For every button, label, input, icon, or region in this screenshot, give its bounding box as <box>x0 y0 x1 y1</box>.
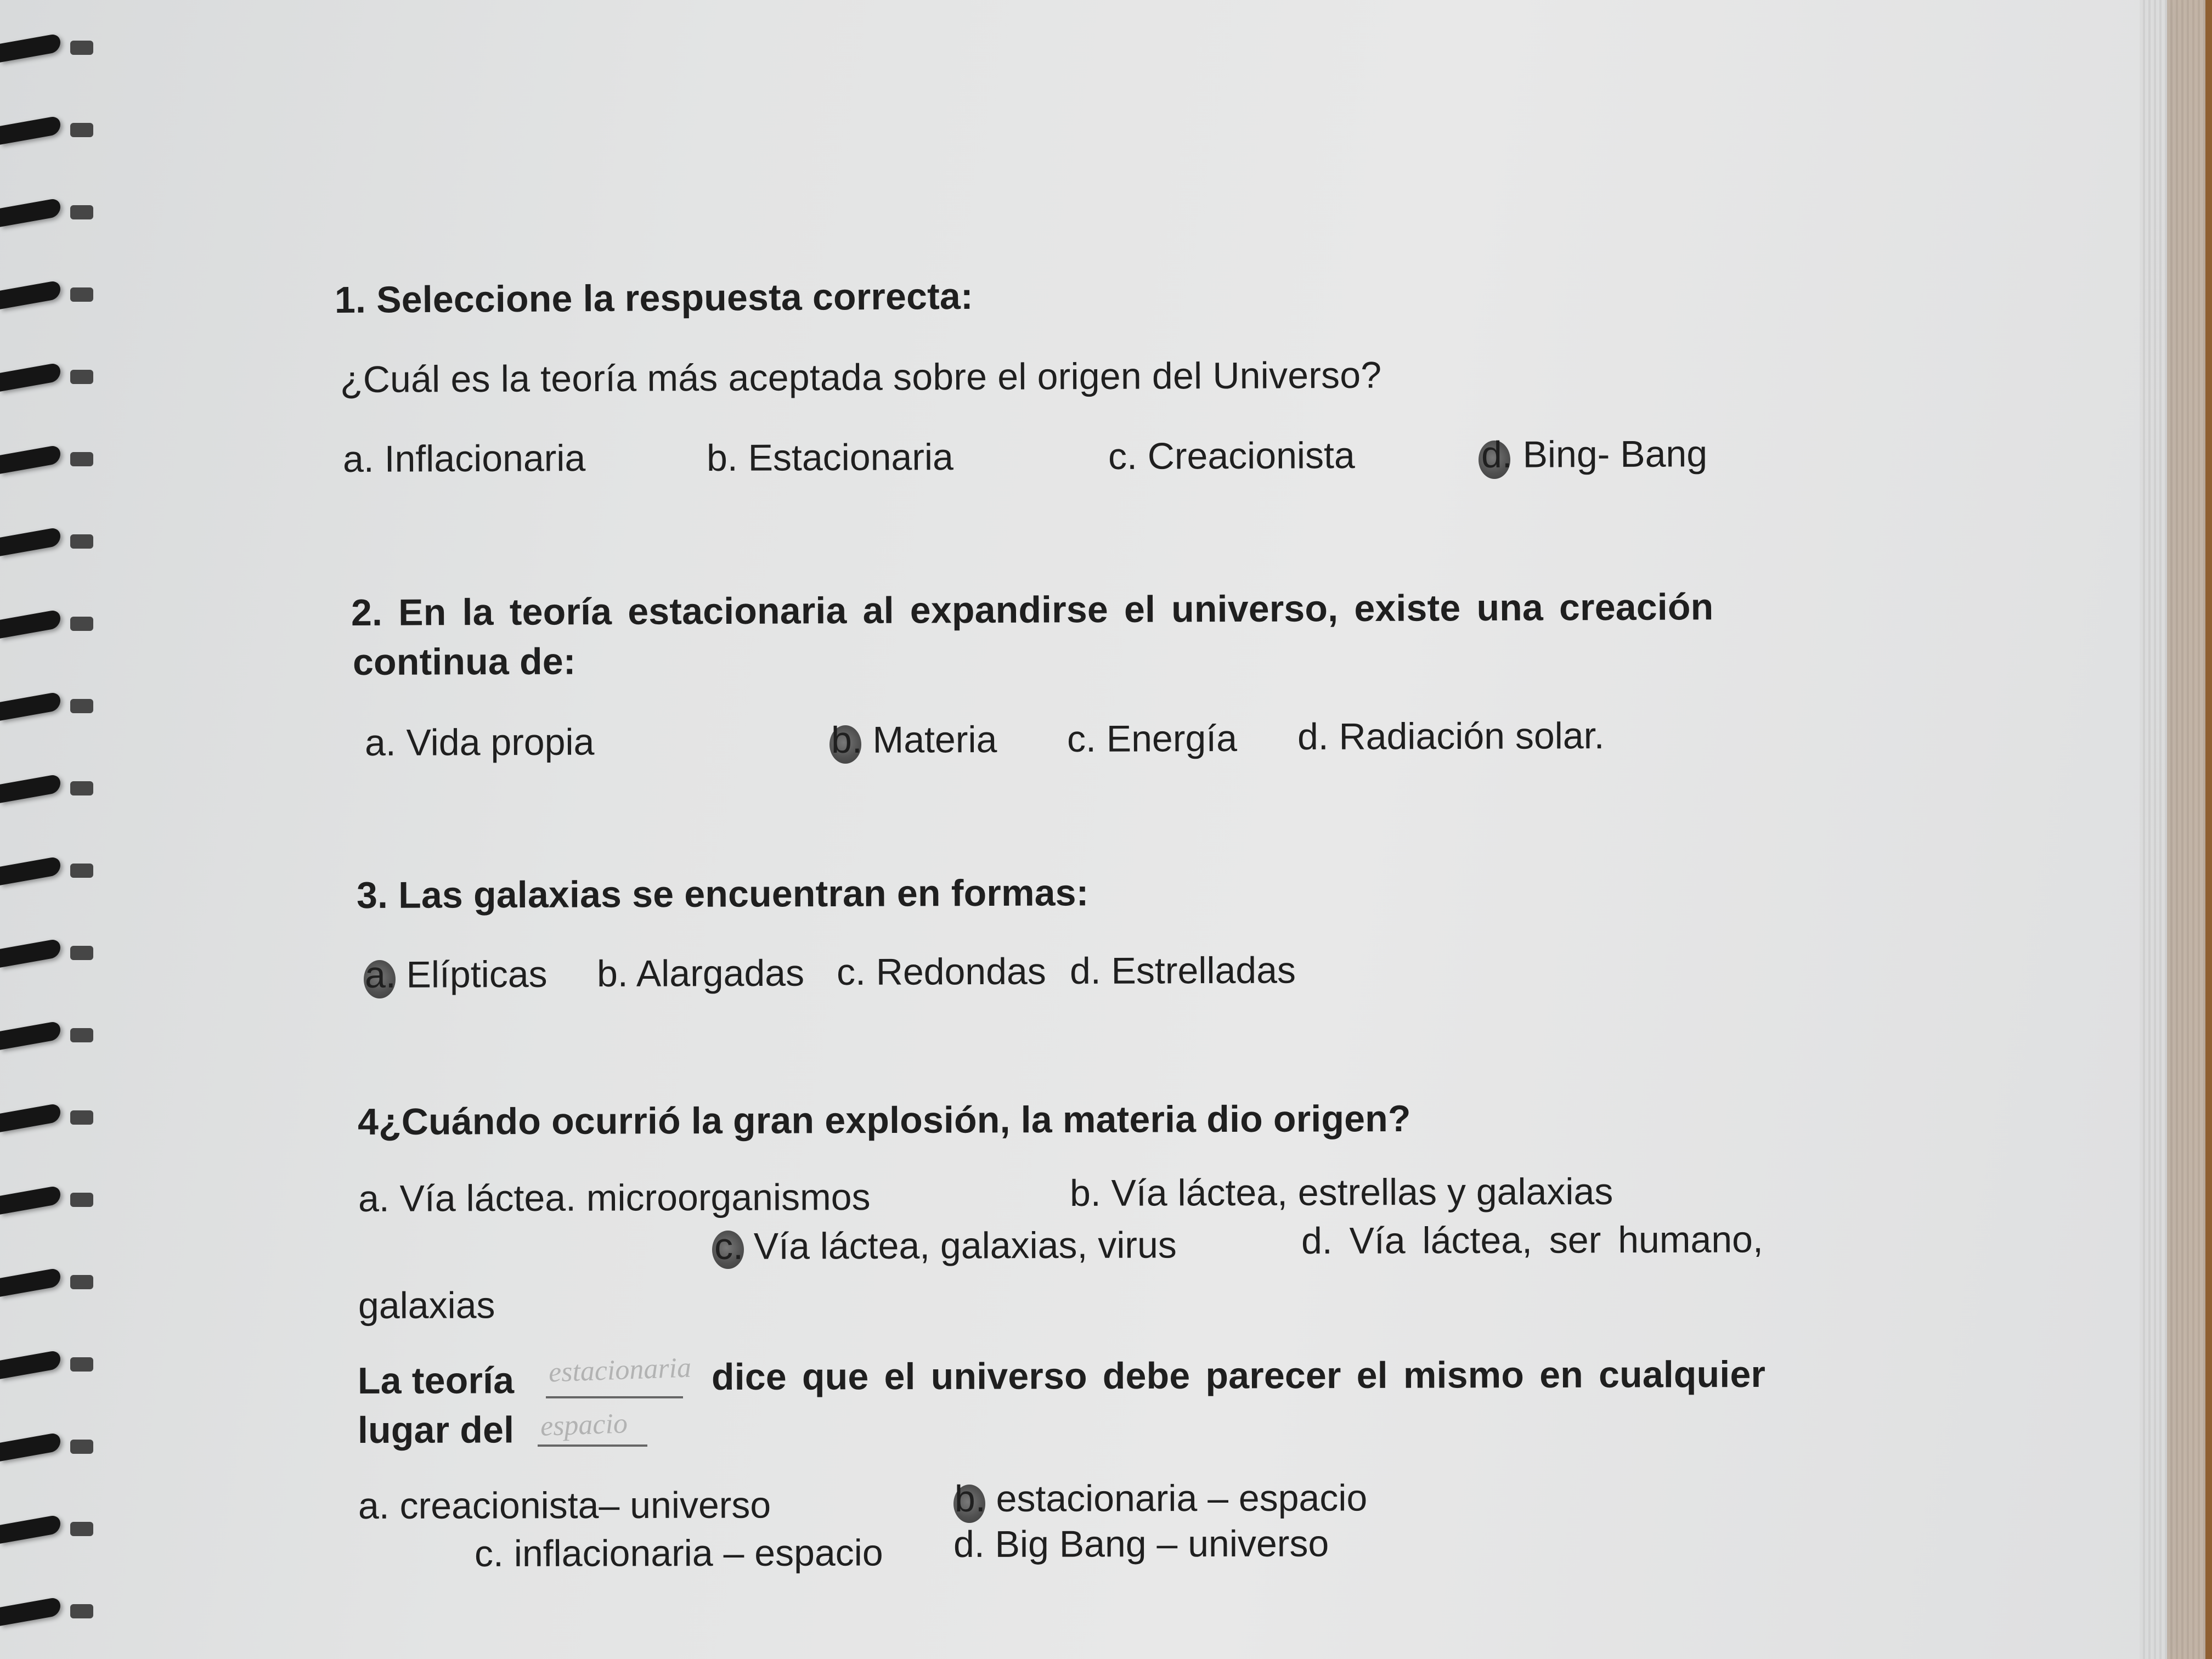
q5-line2-start: lugar del <box>357 1409 515 1451</box>
q2-option-d: d. Radiación solar. <box>1297 715 1605 758</box>
q5-handwritten-blank-2: espacio <box>540 1408 628 1442</box>
q4-option-a: a. Vía láctea. microorganismos <box>358 1176 871 1220</box>
q5-option-a: a. creacionista– universo <box>358 1484 771 1527</box>
q1-option-c: c. Creacionista <box>1108 435 1355 477</box>
q3-option-d: d. Estrelladas <box>1069 949 1296 992</box>
q4-option-b: b. Vía láctea, estrellas y galaxias <box>1069 1170 1613 1214</box>
q5-blank-2 <box>538 1444 647 1447</box>
q4-option-d: d. Vía láctea, ser humano, <box>1301 1218 1763 1262</box>
q1-option-d: d. Bing- Bang <box>1481 433 1708 476</box>
q2-heading-line1: 2. En la teoría estacionaria al expandirse el universo, existe una creación <box>351 586 1714 634</box>
q5-line1-start: La teoría <box>357 1359 515 1402</box>
q3-option-c: c. Redondas <box>836 950 1046 993</box>
q1-question: ¿Cuál es la teoría más aceptada sobre el origen del Universo? <box>340 354 1382 400</box>
q5-blank-1 <box>546 1396 683 1398</box>
q3-option-a: a. Elípticas <box>364 953 548 996</box>
q5-line1-end: dice que el universo debe parecer el mismo en cualquier <box>711 1353 1766 1398</box>
q3-option-b: b. Alargadas <box>596 952 805 995</box>
q1-heading: 1. Seleccione la respuesta correcta: <box>334 275 974 321</box>
q1-option-a: a. Inflacionaria <box>342 437 586 480</box>
q5-handwritten-blank-1: estacionaria <box>548 1352 692 1389</box>
q2-heading-line2: continua de: <box>352 640 576 683</box>
q5-option-d: d. Big Bang – universo <box>953 1522 1329 1565</box>
q2-option-a: a. Vida propia <box>364 721 595 764</box>
q3-heading: 3. Las galaxias se encuentran en formas: <box>356 872 1089 916</box>
q4-option-d-continuation: galaxias <box>358 1284 495 1327</box>
q5-option-c: c. inflacionaria – espacio <box>474 1532 883 1575</box>
q4-option-c: c. Vía láctea, galaxias, virus <box>714 1224 1177 1267</box>
q1-option-b: b. Estacionaria <box>706 436 953 479</box>
q4-heading: 4¿Cuándo ocurrió la gran explosión, la materia dio origen? <box>357 1097 1411 1143</box>
q2-option-c: c. Energía <box>1066 717 1238 760</box>
q2-option-b: b. Materia <box>831 718 997 761</box>
q5-option-b: b. estacionaria – espacio <box>954 1477 1368 1520</box>
